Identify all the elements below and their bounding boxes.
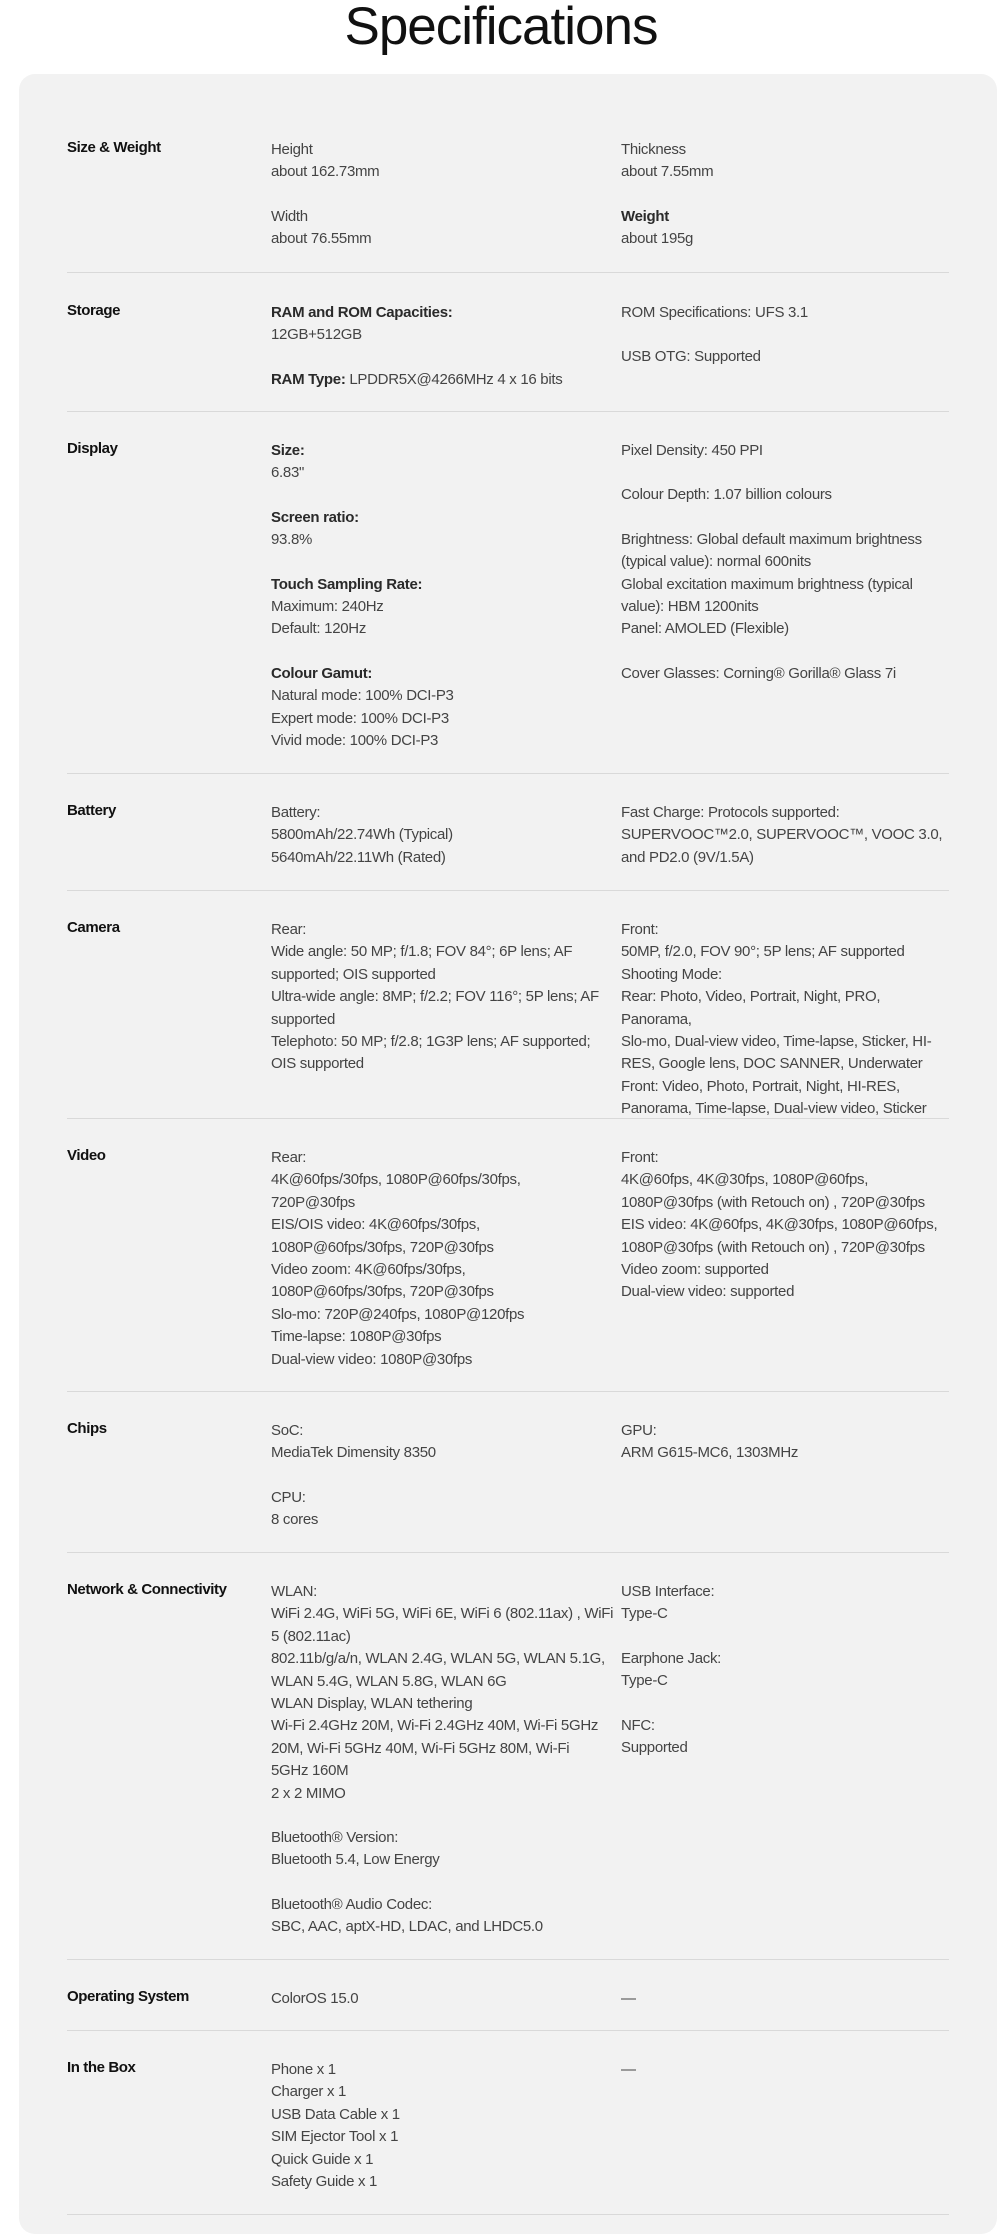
spec-entry-value: Video zoom: supported bbox=[621, 1261, 769, 1279]
spec-entry-heading: RAM and ROM Capacities: bbox=[271, 304, 453, 321]
spec-entry-value: 6.83" bbox=[271, 464, 305, 482]
spec-entry bbox=[271, 1581, 621, 1805]
spec-entry-value: Expert mode: 100% DCI-P3 bbox=[271, 709, 449, 727]
spec-entry-value: supported bbox=[271, 1010, 336, 1028]
spec-entry bbox=[621, 1715, 951, 1760]
spec-entry-value: Global excitation maximum brightness (typical bbox=[621, 575, 913, 593]
spec-entry bbox=[271, 1487, 621, 1532]
spec-entry bbox=[621, 802, 951, 869]
spec-entry-heading: Bluetooth® Version: bbox=[271, 1829, 399, 1847]
spec-entry bbox=[621, 2059, 951, 2081]
spec-entry-value: WLAN Display, WLAN tethering bbox=[271, 1695, 473, 1713]
spec-entry bbox=[621, 1648, 951, 1693]
spec-entry-value: Panorama, Time-lapse, Dual-view video, Sticker bbox=[621, 1100, 927, 1118]
spec-entry-heading: Fast Charge: Protocols supported: bbox=[621, 804, 840, 821]
spec-right-column bbox=[621, 139, 951, 272]
spec-entry-heading: — bbox=[621, 2061, 636, 2078]
spec-right-column bbox=[621, 1581, 951, 1959]
spec-entry-heading: GPU: bbox=[621, 1422, 657, 1439]
spec-entry-heading: Front: bbox=[621, 1149, 659, 1166]
spec-entry-value: 5800mAh/22.74Wh (Typical) bbox=[271, 826, 453, 844]
spec-section-label: Camera bbox=[67, 919, 120, 936]
spec-entry-heading: NFC: bbox=[621, 1716, 655, 1734]
spec-row-display bbox=[67, 412, 949, 774]
spec-row-battery bbox=[67, 774, 949, 891]
spec-entry-value: about 76.55mm bbox=[271, 230, 372, 248]
spec-entry-value: 1080P@60fps/30fps, 720P@30fps bbox=[271, 1238, 494, 1256]
spec-section-label: Video bbox=[67, 1147, 106, 1164]
spec-entry-value: RES, Google lens, DOC SANNER, Underwater bbox=[621, 1055, 923, 1073]
spec-entry-value: 4K@60fps/30fps, 1080P@60fps/30fps, bbox=[271, 1171, 521, 1189]
spec-row-storage bbox=[67, 273, 949, 412]
spec-entry-value: Safety Guide x 1 bbox=[271, 2173, 378, 2191]
spec-row-video bbox=[67, 1119, 949, 1392]
spec-entry-heading: Pixel Density: 450 PPI bbox=[621, 442, 763, 459]
spec-entry-heading: Thickness bbox=[621, 141, 686, 158]
spec-entry-heading: Width bbox=[271, 207, 308, 225]
spec-section-label: Display bbox=[67, 440, 118, 457]
spec-entry-value: 1080P@60fps/30fps, 720P@30fps bbox=[271, 1283, 494, 1301]
spec-left-column bbox=[271, 1147, 621, 1391]
spec-entry-value: 50MP, f/2.0, FOV 90°; 5P lens; AF supported bbox=[621, 943, 905, 961]
spec-section-label: Chips bbox=[67, 1420, 107, 1437]
spec-entry-value: Shooting Mode: bbox=[621, 965, 722, 983]
spec-entry bbox=[271, 369, 621, 391]
spec-left-column bbox=[271, 1581, 621, 1959]
spec-row-chips bbox=[67, 1392, 949, 1553]
spec-right-column bbox=[621, 1420, 951, 1552]
spec-entry-value: Rear: Photo, Video, Portrait, Night, PRO, Panorama, bbox=[621, 988, 885, 1028]
spec-entry bbox=[271, 2059, 621, 2193]
spec-entry bbox=[271, 1420, 621, 1465]
spec-entry-value: Bluetooth 5.4, Low Energy bbox=[271, 1851, 440, 1869]
spec-section-label: In the Box bbox=[67, 2059, 136, 2076]
spec-entry-heading: ROM Specifications: UFS 3.1 bbox=[621, 304, 808, 321]
spec-entry-value: LPDDR5X@4266MHz 4 x 16 bits bbox=[349, 370, 563, 388]
spec-section-label: Storage bbox=[67, 302, 121, 319]
spec-right-column bbox=[621, 802, 951, 890]
spec-entry-value: USB Data Cable x 1 bbox=[271, 2105, 400, 2123]
spec-entry-value: Maximum: 240Hz bbox=[271, 598, 384, 616]
spec-entry bbox=[621, 302, 951, 324]
spec-entry bbox=[621, 440, 951, 462]
spec-entry-value: (typical value): normal 600nits bbox=[621, 553, 811, 571]
spec-entry-value: Type-C bbox=[621, 1672, 668, 1690]
spec-row-operating-system bbox=[67, 1960, 949, 2031]
spec-entry bbox=[621, 139, 951, 184]
spec-entry-value: Dual-view video: supported bbox=[621, 1283, 795, 1301]
spec-entry-value: Supported bbox=[621, 1739, 688, 1757]
spec-entry-value: Slo-mo: 720P@240fps, 1080P@120fps bbox=[271, 1305, 525, 1323]
spec-entry-value: supported; OIS supported bbox=[271, 965, 436, 983]
spec-left-column bbox=[271, 1420, 621, 1552]
spec-entry-value: Dual-view video: 1080P@30fps bbox=[271, 1350, 473, 1368]
page-title: Specifications bbox=[344, 0, 658, 56]
spec-entry-heading: CPU: bbox=[271, 1488, 306, 1506]
spec-entry-heading: ColorOS 15.0 bbox=[271, 1990, 359, 2007]
spec-section-label: Battery bbox=[67, 802, 116, 819]
spec-entry-value: SUPERVOOC™2.0, SUPERVOOC™, VOOC 3.0, bbox=[621, 826, 943, 844]
spec-entry bbox=[621, 1147, 951, 1304]
spec-entry-value: Wi-Fi 2.4GHz 20M, Wi-Fi 2.4GHz 40M, Wi-Fi 5GHz bbox=[271, 1717, 599, 1735]
spec-entry bbox=[621, 1988, 951, 2010]
spec-entry-value: Default: 120Hz bbox=[271, 620, 367, 638]
spec-left-column bbox=[271, 139, 621, 272]
spec-entry-heading: Bluetooth® Audio Codec: bbox=[271, 1895, 432, 1913]
spec-right-column bbox=[621, 302, 951, 411]
spec-entry-value: 1080P@30fps (with Retouch on) , 720P@30fps bbox=[621, 1238, 925, 1256]
spec-entry-heading: Size: bbox=[271, 442, 305, 459]
spec-entry-value: WiFi 2.4G, WiFi 5G, WiFi 6E, WiFi 6 (802.11ax) , WiFi bbox=[271, 1605, 614, 1623]
spec-entry bbox=[271, 1988, 621, 2010]
spec-right-column bbox=[621, 2059, 951, 2214]
spec-entry-value: Front: Video, Photo, Portrait, Night, HI-RES, bbox=[621, 1077, 900, 1095]
spec-entry-value: Telephoto: 50 MP; f/2.8; 1G3P lens; AF supported; bbox=[271, 1033, 591, 1051]
spec-row-camera bbox=[67, 891, 949, 1119]
spec-left-column bbox=[271, 2059, 621, 2214]
spec-entry-heading: SoC: bbox=[271, 1422, 304, 1439]
spec-left-column bbox=[271, 1988, 621, 2030]
spec-entry-prefix: RAM Type: bbox=[271, 370, 350, 388]
spec-entry-value: 802.11b/g/a/n, WLAN 2.4G, WLAN 5G, WLAN 5.1G, bbox=[271, 1650, 605, 1668]
spec-entry-heading: Front: bbox=[621, 921, 659, 938]
spec-left-column bbox=[271, 440, 621, 773]
spec-entry-value: Video zoom: 4K@60fps/30fps, bbox=[271, 1261, 466, 1279]
spec-entry-value: Time-lapse: 1080P@30fps bbox=[271, 1328, 442, 1346]
spec-entry-heading: USB OTG: Supported bbox=[621, 348, 761, 366]
spec-entry-value: EIS/OIS video: 4K@60fps/30fps, bbox=[271, 1216, 480, 1234]
spec-entry bbox=[271, 802, 621, 869]
spec-entry-value: 5 (802.11ac) bbox=[271, 1627, 351, 1645]
spec-entry-value: and PD2.0 (9V/1.5A) bbox=[621, 848, 754, 866]
spec-entry-value: Quick Guide x 1 bbox=[271, 2150, 374, 2168]
spec-entry-value: 5GHz 160M bbox=[271, 1762, 349, 1780]
spec-entry-heading: Touch Sampling Rate: bbox=[271, 575, 423, 593]
spec-entry-value: value): HBM 1200nits bbox=[621, 598, 759, 616]
spec-entry bbox=[271, 1827, 621, 1872]
spec-entry bbox=[271, 663, 621, 753]
spec-row-network-connectivity bbox=[67, 1553, 949, 1960]
spec-right-column bbox=[621, 919, 951, 1118]
spec-entry-value: 93.8% bbox=[271, 531, 313, 549]
spec-entry bbox=[621, 529, 951, 641]
spec-entry bbox=[621, 206, 951, 251]
spec-entry bbox=[271, 206, 621, 251]
spec-entry-value: Natural mode: 100% DCI-P3 bbox=[271, 687, 454, 705]
spec-entry-value: 720P@30fps bbox=[271, 1193, 355, 1211]
spec-right-column bbox=[621, 1147, 951, 1391]
spec-entry-value: WLAN 5.4G, WLAN 5.8G, WLAN 6G bbox=[271, 1672, 507, 1690]
spec-entry-value: EIS video: 4K@60fps, 4K@30fps, 1080P@60fps, bbox=[621, 1216, 938, 1234]
spec-entry-value: Wide angle: 50 MP; f/1.8; FOV 84°; 6P lens; AF bbox=[271, 943, 573, 961]
spec-entry-heading: Battery: bbox=[271, 804, 321, 821]
spec-entry-heading: — bbox=[621, 1990, 636, 2007]
spec-left-column bbox=[271, 919, 621, 1118]
spec-entry-value: SIM Ejector Tool x 1 bbox=[271, 2128, 399, 2146]
spec-entry bbox=[621, 484, 951, 506]
spec-entry-value: about 162.73mm bbox=[271, 163, 380, 181]
spec-entry-heading: Screen ratio: bbox=[271, 508, 359, 526]
spec-left-column bbox=[271, 802, 621, 890]
spec-entry-heading: Weight bbox=[621, 207, 669, 225]
spec-entry bbox=[621, 919, 951, 1121]
spec-entry-value: 20M, Wi-Fi 5GHz 40M, Wi-Fi 5GHz 80M, Wi-Fi bbox=[271, 1739, 570, 1757]
spec-right-column bbox=[621, 1988, 951, 2030]
spec-entry-value: about 195g bbox=[621, 230, 694, 248]
spec-entry bbox=[271, 507, 621, 552]
spec-entry-value: OIS supported bbox=[271, 1055, 364, 1073]
spec-entry-value: ARM G615-MC6, 1303MHz bbox=[621, 1444, 799, 1462]
spec-entry-value: Panel: AMOLED (Flexible) bbox=[621, 620, 789, 638]
spec-entry bbox=[621, 663, 951, 685]
spec-entry-heading: Colour Depth: 1.07 billion colours bbox=[621, 486, 832, 504]
spec-entry-value: SBC, AAC, aptX-HD, LDAC, and LHDC5.0 bbox=[271, 1918, 543, 1936]
spec-entry-heading: Rear: bbox=[271, 1149, 307, 1166]
spec-entry bbox=[271, 1147, 621, 1371]
spec-section-label: Operating System bbox=[67, 1988, 189, 2005]
spec-entry-heading: USB Interface: bbox=[621, 1583, 715, 1600]
spec-row-size-weight bbox=[67, 96, 949, 273]
spec-entry-value: 12GB+512GB bbox=[271, 326, 362, 344]
spec-entry-heading: Rear: bbox=[271, 921, 307, 938]
spec-entry-value: 4K@60fps, 4K@30fps, 1080P@60fps, bbox=[621, 1171, 869, 1189]
spec-entry-heading: Height bbox=[271, 141, 313, 158]
spec-row-in-the-box bbox=[67, 2031, 949, 2215]
spec-entry-heading: Earphone Jack: bbox=[621, 1649, 722, 1667]
spec-entry-value: 2 x 2 MIMO bbox=[271, 1784, 346, 1802]
spec-entry-value: Type-C bbox=[621, 1605, 668, 1623]
spec-entry-heading: WLAN: bbox=[271, 1583, 318, 1600]
spec-right-column bbox=[621, 440, 951, 773]
spec-entry bbox=[271, 302, 621, 347]
spec-entry bbox=[271, 1894, 621, 1939]
spec-entry-value: MediaTek Dimensity 8350 bbox=[271, 1444, 436, 1462]
spec-entry-heading: Phone x 1 bbox=[271, 2061, 336, 2078]
spec-entry-value: 8 cores bbox=[271, 1511, 319, 1529]
spec-entry bbox=[621, 1581, 951, 1626]
spec-entry-value: Vivid mode: 100% DCI-P3 bbox=[271, 732, 439, 750]
spec-entry-value: 1080P@30fps (with Retouch on) , 720P@30fps bbox=[621, 1193, 925, 1211]
spec-entry bbox=[271, 139, 621, 184]
spec-table bbox=[19, 74, 997, 2234]
spec-entry-heading bbox=[271, 369, 621, 391]
spec-entry-value: Ultra-wide angle: 8MP; f/2.2; FOV 116°; 5P lens; AF bbox=[271, 988, 599, 1006]
spec-section-label: Network & Connectivity bbox=[67, 1581, 227, 1598]
spec-entry-value: Slo-mo, Dual-view video, Time-lapse, Sticker, HI- bbox=[621, 1033, 932, 1051]
spec-entry bbox=[271, 919, 621, 1076]
spec-entry-value: about 7.55mm bbox=[621, 163, 714, 181]
spec-entry-heading: Brightness: Global default maximum brightness bbox=[621, 530, 922, 548]
spec-entry-value: Charger x 1 bbox=[271, 2083, 347, 2101]
spec-entry-heading: Colour Gamut: bbox=[271, 664, 373, 682]
spec-entry bbox=[621, 346, 951, 368]
spec-left-column bbox=[271, 302, 621, 411]
spec-entry bbox=[271, 574, 621, 641]
spec-section-label: Size & Weight bbox=[67, 139, 161, 156]
spec-entry-value: 5640mAh/22.11Wh (Rated) bbox=[271, 848, 446, 866]
spec-entry bbox=[621, 1420, 951, 1465]
spec-entry-heading: Cover Glasses: Corning® Gorilla® Glass 7i bbox=[621, 664, 896, 682]
spec-entry bbox=[271, 440, 621, 485]
